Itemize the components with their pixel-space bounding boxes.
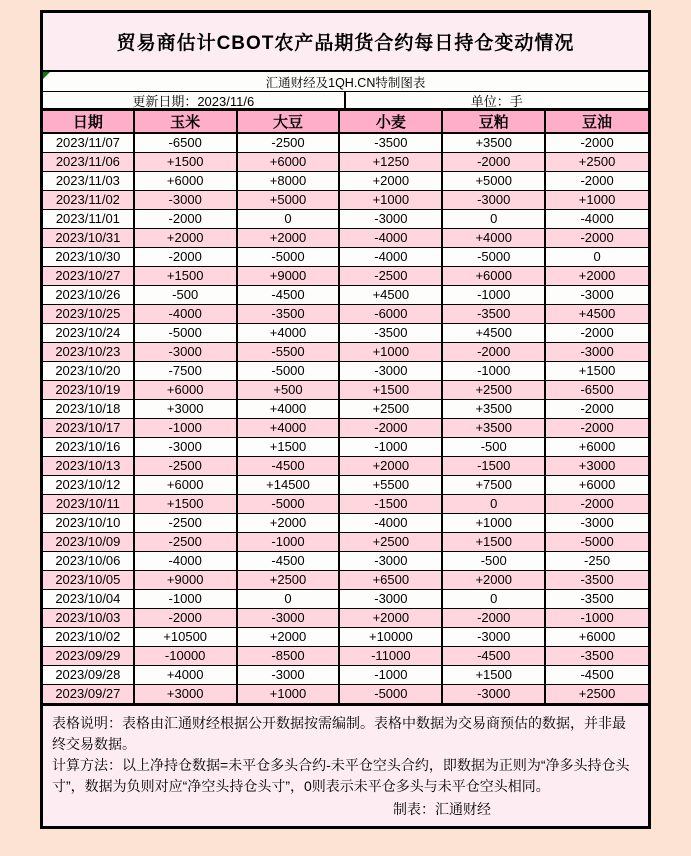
- value-cell: -500: [442, 552, 545, 571]
- value-cell: +2000: [339, 457, 442, 476]
- value-cell: +6000: [134, 172, 237, 191]
- value-cell: -2000: [545, 419, 648, 438]
- value-cell: -3500: [339, 324, 442, 343]
- value-cell: 0: [442, 495, 545, 514]
- value-cell: -1000: [134, 419, 237, 438]
- value-cell: -3000: [545, 343, 648, 362]
- value-cell: +9000: [134, 571, 237, 590]
- column-header: 豆油: [545, 111, 648, 133]
- table-row: [43, 153, 648, 172]
- value-cell: +6000: [442, 267, 545, 286]
- value-cell: -1000: [134, 590, 237, 609]
- value-cell: +7500: [442, 476, 545, 495]
- value-cell: +6000: [545, 628, 648, 647]
- value-cell: +3500: [442, 133, 545, 153]
- subtitle-label: 汇通财经及1QH.CN特制图表: [265, 75, 426, 90]
- value-cell: +500: [237, 381, 340, 400]
- value-cell: -4500: [442, 647, 545, 666]
- value-cell: 0: [237, 590, 340, 609]
- value-cell: -3500: [545, 571, 648, 590]
- value-cell: -1000: [545, 609, 648, 628]
- table-row: [43, 647, 648, 666]
- table-row: [43, 229, 648, 248]
- value-cell: +3500: [442, 419, 545, 438]
- value-cell: +2500: [442, 381, 545, 400]
- date-cell: 2023/10/16: [43, 438, 134, 457]
- date-cell: 2023/10/25: [43, 305, 134, 324]
- value-cell: +1500: [134, 153, 237, 172]
- value-cell: +4000: [442, 229, 545, 248]
- value-cell: +1500: [237, 438, 340, 457]
- table-row: [43, 324, 648, 343]
- table-row: [43, 628, 648, 647]
- value-cell: -4000: [339, 514, 442, 533]
- table-row: [43, 343, 648, 362]
- value-cell: +2500: [237, 571, 340, 590]
- date-cell: 2023/10/17: [43, 419, 134, 438]
- value-cell: -2500: [134, 457, 237, 476]
- date-cell: 2023/10/30: [43, 248, 134, 267]
- table-row: [43, 305, 648, 324]
- value-cell: -2000: [545, 400, 648, 419]
- value-cell: -2500: [339, 267, 442, 286]
- value-cell: +1500: [339, 381, 442, 400]
- value-cell: -2000: [545, 324, 648, 343]
- value-cell: -1000: [237, 533, 340, 552]
- value-cell: -2500: [134, 514, 237, 533]
- value-cell: +1500: [545, 362, 648, 381]
- value-cell: +4000: [237, 419, 340, 438]
- value-cell: -4500: [237, 552, 340, 571]
- value-cell: +1500: [442, 666, 545, 685]
- value-cell: -4500: [545, 666, 648, 685]
- date-cell: 2023/10/23: [43, 343, 134, 362]
- value-cell: +3000: [134, 685, 237, 704]
- value-cell: +3000: [545, 457, 648, 476]
- value-cell: -3500: [442, 305, 545, 324]
- value-cell: -250: [545, 552, 648, 571]
- value-cell: -11000: [339, 647, 442, 666]
- report-sheet: [40, 10, 651, 829]
- table-row: [43, 590, 648, 609]
- value-cell: -4000: [339, 229, 442, 248]
- value-cell: -5000: [237, 248, 340, 267]
- date-cell: 2023/11/07: [43, 133, 134, 153]
- value-cell: -3500: [339, 133, 442, 153]
- calculation-note: 计算方法：以上净持仓数据=未平仓多头合约-未平仓空头合约，即数据为正则为“净多头持仓头寸”，数据为负则对应“净空头持仓头寸”，0则表示未平仓多头与未平仓空头相同。: [52, 757, 630, 794]
- table-row: [43, 133, 648, 153]
- value-cell: -2000: [339, 419, 442, 438]
- value-cell: -2000: [545, 172, 648, 191]
- value-cell: +2000: [545, 267, 648, 286]
- date-cell: 2023/10/02: [43, 628, 134, 647]
- value-cell: -2000: [545, 133, 648, 153]
- column-header: 玉米: [134, 111, 237, 133]
- date-cell: 2023/11/02: [43, 191, 134, 210]
- table-row: [43, 438, 648, 457]
- date-cell: 2023/10/19: [43, 381, 134, 400]
- value-cell: -5000: [237, 495, 340, 514]
- meta-row: [43, 92, 648, 111]
- value-cell: +1500: [134, 495, 237, 514]
- value-cell: -2000: [442, 609, 545, 628]
- value-cell: -2000: [442, 343, 545, 362]
- column-header: 日期: [43, 111, 134, 133]
- header-row: [43, 111, 648, 133]
- date-cell: 2023/10/24: [43, 324, 134, 343]
- value-cell: +2500: [339, 533, 442, 552]
- value-cell: -2000: [545, 229, 648, 248]
- value-cell: +10000: [339, 628, 442, 647]
- table-row: [43, 495, 648, 514]
- date-cell: 2023/10/05: [43, 571, 134, 590]
- value-cell: +14500: [237, 476, 340, 495]
- value-cell: +2000: [339, 172, 442, 191]
- value-cell: +1500: [442, 533, 545, 552]
- value-cell: +6000: [134, 476, 237, 495]
- date-cell: 2023/09/29: [43, 647, 134, 666]
- value-cell: -2000: [134, 248, 237, 267]
- value-cell: -2000: [545, 495, 648, 514]
- value-cell: -3000: [339, 590, 442, 609]
- value-cell: -2000: [442, 153, 545, 172]
- value-cell: -4000: [339, 248, 442, 267]
- value-cell: -4500: [237, 457, 340, 476]
- value-cell: -4000: [134, 305, 237, 324]
- table-row: [43, 533, 648, 552]
- date-cell: 2023/11/03: [43, 172, 134, 191]
- table-row: [43, 666, 648, 685]
- value-cell: +4000: [237, 400, 340, 419]
- value-cell: +2000: [442, 571, 545, 590]
- value-cell: +6500: [339, 571, 442, 590]
- date-cell: 2023/10/13: [43, 457, 134, 476]
- column-header: 豆粕: [442, 111, 545, 133]
- value-cell: -1000: [339, 666, 442, 685]
- value-cell: +4500: [545, 305, 648, 324]
- value-cell: -5000: [237, 362, 340, 381]
- date-cell: 2023/10/31: [43, 229, 134, 248]
- value-cell: -4000: [545, 210, 648, 229]
- date-cell: 2023/10/18: [43, 400, 134, 419]
- value-cell: -3000: [545, 286, 648, 305]
- value-cell: +1250: [339, 153, 442, 172]
- value-cell: +6000: [545, 438, 648, 457]
- table-row: [43, 419, 648, 438]
- value-cell: +2000: [339, 609, 442, 628]
- value-cell: +4000: [134, 666, 237, 685]
- value-cell: -3000: [237, 666, 340, 685]
- value-cell: -10000: [134, 647, 237, 666]
- value-cell: +2500: [545, 153, 648, 172]
- value-cell: 0: [545, 248, 648, 267]
- value-cell: +3000: [134, 400, 237, 419]
- table-note: 表格说明：表格由汇通财经根据公开数据按需编制。表格中数据为交易商预估的数据，并非最终交易数据。: [52, 715, 626, 752]
- value-cell: -5000: [442, 248, 545, 267]
- value-cell: -6000: [339, 305, 442, 324]
- value-cell: -1500: [339, 495, 442, 514]
- date-cell: 2023/11/01: [43, 210, 134, 229]
- value-cell: -3000: [134, 191, 237, 210]
- value-cell: +2500: [339, 400, 442, 419]
- value-cell: +5000: [442, 172, 545, 191]
- page-title: 贸易商估计CBOT农产品期货合约每日持仓变动情况: [43, 13, 648, 72]
- table-row: [43, 571, 648, 590]
- value-cell: -5500: [237, 343, 340, 362]
- date-cell: 2023/10/06: [43, 552, 134, 571]
- value-cell: -3500: [545, 590, 648, 609]
- value-cell: +1000: [237, 685, 340, 704]
- value-cell: +4000: [237, 324, 340, 343]
- value-cell: +8000: [237, 172, 340, 191]
- table-row: [43, 191, 648, 210]
- table-row: [43, 210, 648, 229]
- cell-comment-marker-icon: [43, 72, 50, 79]
- value-cell: -3000: [237, 609, 340, 628]
- value-cell: -2000: [134, 210, 237, 229]
- table-row: [43, 552, 648, 571]
- date-cell: 2023/10/03: [43, 609, 134, 628]
- value-cell: -3000: [134, 438, 237, 457]
- table-row: [43, 685, 648, 704]
- table-row: [43, 476, 648, 495]
- date-cell: 2023/10/12: [43, 476, 134, 495]
- date-cell: 2023/10/20: [43, 362, 134, 381]
- value-cell: -8500: [237, 647, 340, 666]
- value-cell: -3000: [442, 685, 545, 704]
- date-cell: 2023/10/27: [43, 267, 134, 286]
- value-cell: -5000: [134, 324, 237, 343]
- column-header: 大豆: [237, 111, 340, 133]
- value-cell: +2500: [545, 685, 648, 704]
- value-cell: +2000: [237, 514, 340, 533]
- credit-label: 制表：汇通财经: [393, 801, 491, 817]
- value-cell: -500: [442, 438, 545, 457]
- value-cell: +1000: [339, 343, 442, 362]
- value-cell: -500: [134, 286, 237, 305]
- date-cell: 2023/10/11: [43, 495, 134, 514]
- value-cell: +1000: [442, 514, 545, 533]
- value-cell: -3500: [545, 647, 648, 666]
- value-cell: +1000: [339, 191, 442, 210]
- value-cell: -3000: [339, 210, 442, 229]
- value-cell: +4500: [442, 324, 545, 343]
- date-cell: 2023/10/10: [43, 514, 134, 533]
- value-cell: -2000: [134, 609, 237, 628]
- table-row: [43, 267, 648, 286]
- value-cell: +6000: [237, 153, 340, 172]
- value-cell: -1000: [442, 362, 545, 381]
- value-cell: -6500: [134, 133, 237, 153]
- table-row: [43, 362, 648, 381]
- footer-notes: [43, 704, 648, 826]
- value-cell: -1000: [442, 286, 545, 305]
- value-cell: +6000: [545, 476, 648, 495]
- value-cell: -5000: [339, 685, 442, 704]
- value-cell: -3500: [237, 305, 340, 324]
- value-cell: -3000: [339, 362, 442, 381]
- value-cell: +9000: [237, 267, 340, 286]
- table-row: [43, 381, 648, 400]
- value-cell: 0: [442, 210, 545, 229]
- value-cell: -7500: [134, 362, 237, 381]
- date-cell: 2023/09/28: [43, 666, 134, 685]
- value-cell: +5000: [237, 191, 340, 210]
- value-cell: -2500: [237, 133, 340, 153]
- value-cell: 0: [442, 590, 545, 609]
- date-cell: 2023/10/09: [43, 533, 134, 552]
- table-row: [43, 172, 648, 191]
- value-cell: +1000: [545, 191, 648, 210]
- value-cell: +6000: [134, 381, 237, 400]
- value-cell: -5000: [545, 533, 648, 552]
- value-cell: -1500: [442, 457, 545, 476]
- value-cell: -3000: [442, 191, 545, 210]
- value-cell: +4500: [339, 286, 442, 305]
- table-row: [43, 457, 648, 476]
- date-cell: 2023/11/06: [43, 153, 134, 172]
- value-cell: -2500: [134, 533, 237, 552]
- value-cell: -3000: [545, 514, 648, 533]
- table-row: [43, 609, 648, 628]
- value-cell: +1500: [134, 267, 237, 286]
- subtitle-row: [43, 72, 648, 92]
- value-cell: -3000: [339, 552, 442, 571]
- table-row: [43, 248, 648, 267]
- date-cell: 2023/10/04: [43, 590, 134, 609]
- update-date-label: 更新日期：2023/11/6: [43, 92, 346, 108]
- positions-table: [43, 111, 648, 704]
- date-cell: 2023/09/27: [43, 685, 134, 704]
- value-cell: -4500: [237, 286, 340, 305]
- table-row: [43, 286, 648, 305]
- date-cell: 2023/10/26: [43, 286, 134, 305]
- value-cell: -1000: [339, 438, 442, 457]
- value-cell: +2000: [134, 229, 237, 248]
- value-cell: -4000: [134, 552, 237, 571]
- column-header: 小麦: [339, 111, 442, 133]
- table-body: [43, 133, 648, 704]
- value-cell: +3500: [442, 400, 545, 419]
- value-cell: +2000: [237, 628, 340, 647]
- table-row: [43, 400, 648, 419]
- value-cell: -6500: [545, 381, 648, 400]
- value-cell: +2000: [237, 229, 340, 248]
- value-cell: 0: [237, 210, 340, 229]
- value-cell: -3000: [134, 343, 237, 362]
- value-cell: +5500: [339, 476, 442, 495]
- table-row: [43, 514, 648, 533]
- value-cell: -3000: [442, 628, 545, 647]
- unit-label: 单位：手: [470, 93, 523, 109]
- value-cell: +10500: [134, 628, 237, 647]
